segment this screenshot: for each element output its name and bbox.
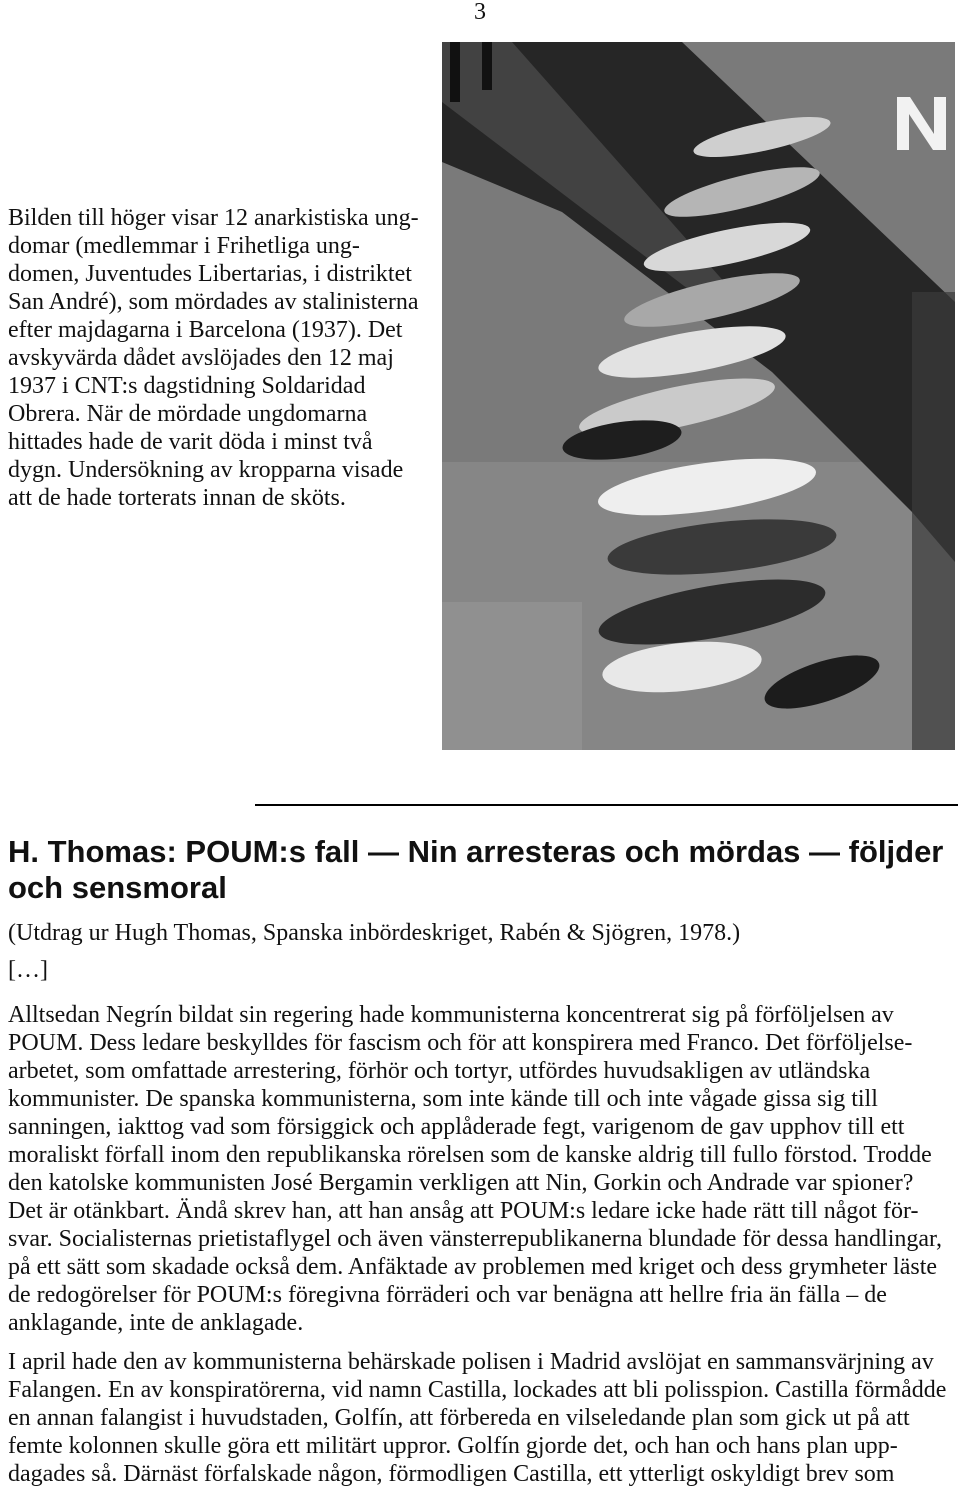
paragraph-line: arbetet, som omfattade arrestering, förhör och tortyr, utfördes huvudsakligen av utländska: [8, 1058, 871, 1084]
article-title: [8, 834, 958, 906]
caption-line: 1937 i CNT:s dagstidning Soldaridad: [8, 373, 366, 399]
caption-line: domen, Juventudes Libertarias, i distriktet: [8, 261, 412, 287]
caption-line: Bilden till höger visar 12 anarkistiska ung-: [8, 205, 419, 231]
caption-line: domar (medlemmar i Frihetliga ung-: [8, 233, 360, 259]
caption-line: efter majdagarna i Barcelona (1937). Det: [8, 317, 403, 343]
title-line: H. Thomas: POUM:s fall — Nin arresteras och mördas — följder: [8, 834, 944, 869]
paragraph-line: femte kolonnen skulle göra ett militärt uppror. Golfín gjorde det, och han och hans plan upp-: [8, 1433, 898, 1459]
gravel: [442, 602, 582, 750]
paragraph: [8, 1001, 958, 1337]
photo-caption: [8, 204, 434, 512]
right-shadow: [912, 292, 955, 750]
paragraph-line: en annan falangist i huvudstaden, Golfín, att förbereda en vilseledande plan som gick ut på att: [8, 1405, 910, 1431]
photograph: [442, 42, 955, 750]
paragraph: [8, 1348, 958, 1488]
paragraph-line: Alltsedan Negrín bildat sin regering hade kommunisterna koncentrerat sig på förföljelsen av: [8, 1002, 894, 1028]
caption-line: avskyvärda dådet avslöjades den 12 maj: [8, 345, 394, 371]
paragraph-line: I april hade den av kommunisterna behärskade polisen i Madrid avslöjat en sammansvärjning av: [8, 1349, 934, 1375]
paragraph-line: Det är otänkbart. Ändå skrev han, att han ansåg att POUM:s ledare icke hade rätt till något för-: [8, 1198, 919, 1224]
paragraph-line: den katolske kommunisten José Bergamin verkligen att Nin, Gorkin och Andrade var spioner?: [8, 1170, 914, 1196]
paragraph-line: kommunister. De spanska kommunisterna, som inte kände till och inte vågade gissa sig till: [8, 1086, 878, 1112]
paragraph-line: svar. Socialisternas prietistaflygel och även vänsterrepublikanerna blundade för dessa handlingar,: [8, 1226, 943, 1252]
caption-line: San André), som mördades av stalinisterna: [8, 289, 419, 315]
omission-marker: […]: [8, 957, 48, 983]
title-line: och sensmoral: [8, 870, 227, 905]
caption-line: att de hade torterats innan de sköts.: [8, 485, 346, 511]
paragraph-line: Falangen. En av konspiratörerna, vid namn Castilla, lockades att bli polisspion. Castilla förmådde: [8, 1377, 947, 1403]
post: [450, 42, 460, 102]
photograph-image: [442, 42, 955, 750]
paragraph-line: på ett sätt som skadade också dem. Anfäktade av problemen med kriget och dess grymheter läste: [8, 1254, 938, 1280]
paragraph-line: dagades så. Därnäst förfalskade någon, förmodligen Castilla, ett ytterligt oskyldigt brev som: [8, 1461, 895, 1487]
source-citation: (Utdrag ur Hugh Thomas, Spanska inbördeskriget, Rabén & Sjögren, 1978.): [8, 920, 741, 946]
section-divider: [255, 804, 958, 806]
paragraph-line: de redogörelser för POUM:s föregivna förräderi och var benägna att hellre fria än fälla – de: [8, 1282, 887, 1308]
caption-line: dygn. Undersökning av kropparna visade: [8, 457, 404, 483]
post: [482, 42, 492, 90]
page-number: 3: [474, 0, 486, 25]
caption-line: hittades hade de varit döda i minst två: [8, 429, 373, 455]
caption-line: Obrera. När de mördade ungdomarna: [8, 401, 368, 427]
paragraph-line: POUM. Dess ledare beskylldes för fascism och för att konspirera med Franco. Det förföljelse-: [8, 1030, 913, 1056]
paragraph-line: anklagande, inte de anklagade.: [8, 1310, 304, 1336]
paragraph-line: sanningen, iakttog vad som försiggick och applåderade fegt, varigenom de gav upphov till ett: [8, 1114, 905, 1140]
paragraph-line: moraliskt förfall inom den republikanska rörelsen som de kanske aldrig till fullo förstod. Trodde: [8, 1142, 932, 1168]
